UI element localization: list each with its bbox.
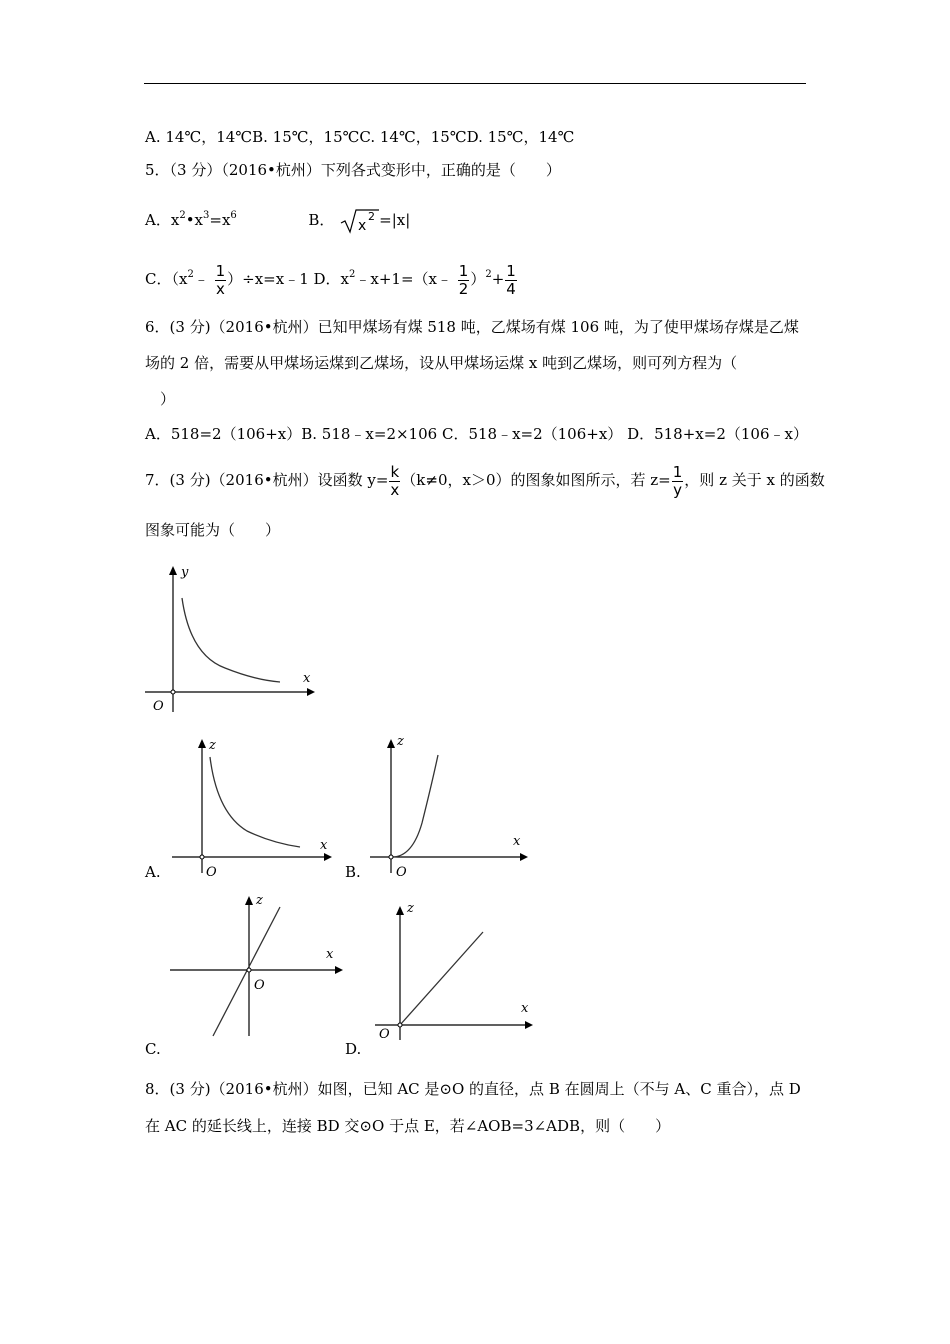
option-b-label[interactable]: B. bbox=[345, 863, 361, 881]
q7-stem: 7．(3 分)（2016•杭州）设函数 y= $\frac{k}{x}$ （k≠0，x＞0）的图象如图所示，若 z= $\frac{1}{y}$ ，则 z 关于 x 的函数 bbox=[145, 462, 825, 499]
q5-options-cd: C．（$x^2﹣$ $\frac{1}{x}$ ）÷x=x﹣1 D．$x^2﹣x+1=(x﹣$ $\frac{1}{2}$ ）$^2$+ $\frac{1}{4}$ bbox=[145, 261, 516, 298]
parabola-curve bbox=[391, 755, 438, 857]
z-label: z bbox=[397, 734, 404, 749]
svg-text:2: 2 bbox=[368, 210, 376, 223]
x-label: x bbox=[320, 838, 328, 853]
q6-options: A．518=2（106+x）B. 518﹣x=2×106 C．518﹣x=2（106+x） D．518+x=2（106﹣x） bbox=[145, 425, 808, 443]
z-label: z bbox=[209, 738, 216, 753]
option-d-label[interactable]: D. bbox=[345, 1040, 362, 1058]
hyperbola-curve bbox=[210, 757, 300, 847]
fraction-1-over-y: $\frac{1}{y}$ bbox=[672, 462, 683, 499]
q6-line-2: 场的 2 倍，需要从甲煤场运煤到乙煤场，设从甲煤场运煤 x 吨到乙煤场，则可列方程为（ bbox=[145, 354, 738, 372]
fraction-1-over-x: $\frac{1}{x}$ bbox=[215, 261, 226, 298]
x-label: x bbox=[513, 834, 521, 849]
origin-point bbox=[171, 690, 175, 694]
y-label: y bbox=[181, 565, 189, 580]
q8-line-1: 8．(3 分)（2016•杭州）如图，已知 AC 是⊙O 的直径，点 B 在圆周上（不与 A、C 重合），点 D bbox=[145, 1080, 801, 1098]
origin-label: O bbox=[153, 699, 164, 714]
sqrt-expression bbox=[339, 208, 379, 234]
line-through-origin bbox=[213, 907, 280, 1036]
x-label: x bbox=[326, 947, 334, 962]
y-arrow-icon bbox=[169, 566, 177, 575]
origin-label: O bbox=[254, 978, 265, 993]
x-arrow-icon bbox=[335, 966, 343, 974]
hyperbola-curve bbox=[182, 598, 280, 682]
option-d-graph[interactable] bbox=[375, 900, 545, 1040]
svg-text:x: x bbox=[358, 218, 367, 234]
y-arrow-icon bbox=[387, 739, 395, 748]
origin-label: O bbox=[396, 865, 407, 880]
header-rule bbox=[144, 83, 806, 84]
option-a-label[interactable]: A. bbox=[145, 863, 161, 881]
x-arrow-icon bbox=[525, 1021, 533, 1029]
origin-label: O bbox=[206, 865, 217, 880]
option-b-graph[interactable] bbox=[370, 733, 540, 883]
fraction-1-over-2: $\frac{1}{2}$ bbox=[458, 261, 469, 298]
q8-line-2: 在 AC 的延长线上，连接 BD 交⊙O 于点 E，若∠AOB=3∠ADB，则（ ） bbox=[145, 1117, 671, 1135]
x-arrow-icon bbox=[324, 853, 332, 861]
q5-options-ab: A．$x^2•x^3=x^6$ B． x 2 =|x| bbox=[145, 210, 411, 234]
q6-line-1: 6．(3 分)（2016•杭州）已知甲煤场有煤 518 吨，乙煤场有煤 106 吨，为了使甲煤场存煤是乙煤 bbox=[145, 318, 799, 336]
y-arrow-icon bbox=[396, 906, 404, 915]
fraction-1-over-4: $\frac{1}{4}$ bbox=[506, 261, 516, 298]
q7-line-2: 图象可能为（ ） bbox=[145, 521, 281, 539]
fraction-k-over-x: $\frac{k}{x}$ bbox=[390, 462, 400, 499]
option-a-graph[interactable] bbox=[172, 733, 342, 883]
x-arrow-icon bbox=[307, 688, 315, 696]
x-arrow-icon bbox=[520, 853, 528, 861]
z-label: z bbox=[407, 901, 414, 916]
ray-from-origin bbox=[400, 932, 483, 1025]
z-label: z bbox=[256, 893, 263, 908]
q4-options: A. 14℃，14℃B. 15℃，15℃C. 14℃，15℃D. 15℃，14℃ bbox=[145, 128, 575, 146]
option-c-label[interactable]: C. bbox=[145, 1040, 161, 1058]
option-c-graph[interactable] bbox=[168, 890, 348, 1040]
x-label: x bbox=[521, 1001, 529, 1016]
y-arrow-icon bbox=[198, 739, 206, 748]
main-graph bbox=[145, 560, 325, 720]
q5-stem: 5．（3 分）（2016•杭州）下列各式变形中，正确的是（ ） bbox=[145, 161, 561, 179]
x-label: x bbox=[303, 671, 311, 686]
y-arrow-icon bbox=[245, 896, 253, 905]
q6-line-3: ） bbox=[160, 390, 176, 408]
origin-label: O bbox=[379, 1027, 390, 1042]
